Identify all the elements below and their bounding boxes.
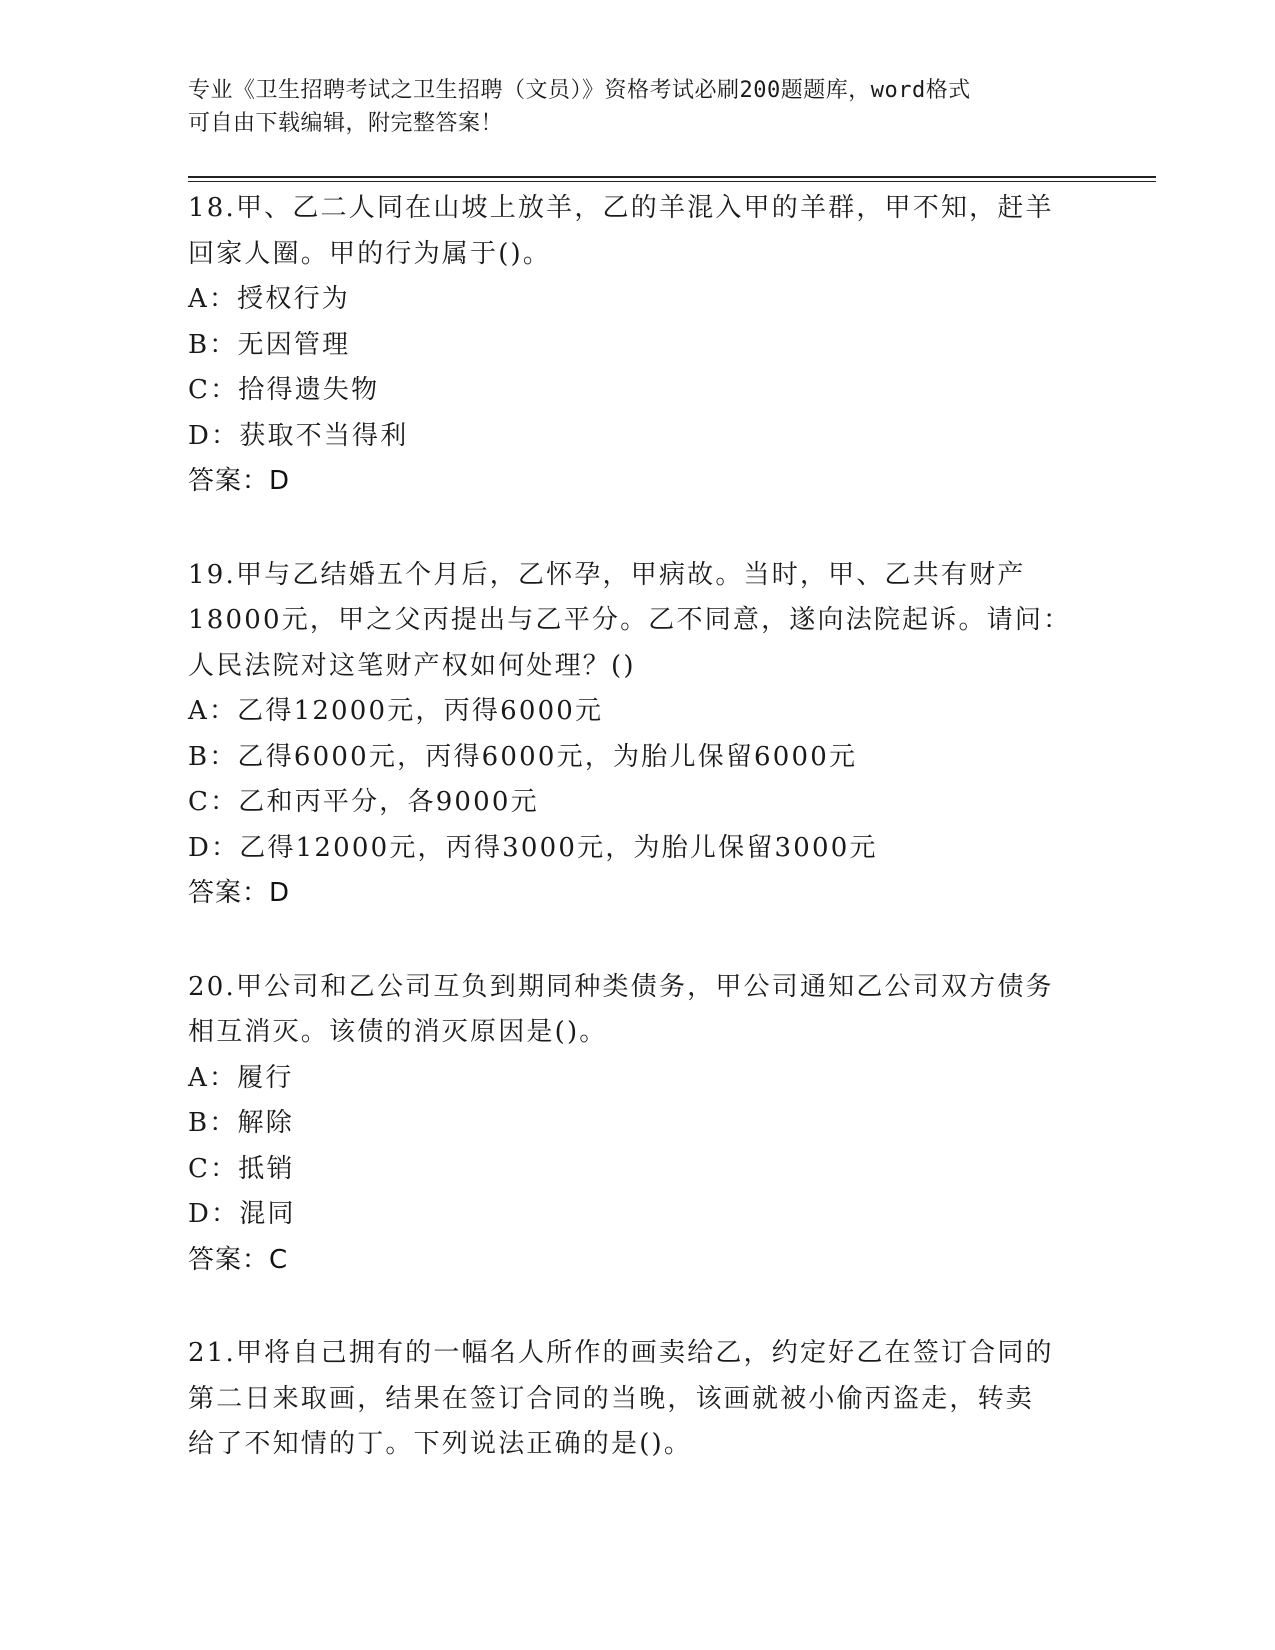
question-text-line: 人民法院对这笔财产权如何处理？() (188, 650, 636, 681)
option-d: D：混同 (188, 1199, 296, 1229)
option-c: C：拾得遗失物 (188, 375, 380, 405)
option-a: A：乙得12000元，丙得6000元 (188, 696, 604, 726)
header-line-1: 专业《卫生招聘考试之卫生招聘（文员）》资格考试必刷200题题库，word格式 (188, 78, 971, 103)
question-19 (188, 553, 1088, 917)
answer-line: 答案：C (188, 1244, 289, 1275)
option-b: B：无因管理 (188, 329, 351, 360)
question-21 (188, 1331, 1088, 1468)
question-spacer (188, 1283, 1088, 1331)
answer-line: 答案：D (188, 466, 291, 496)
question-18 (188, 186, 1088, 505)
header-divider-thick (188, 176, 1156, 178)
question-text-line: 第二日来取画，结果在签订合同的当晚，该画就被小偷丙盗走，转卖 (188, 1383, 1035, 1414)
question-text-line: 回家人圈。甲的行为属于()。 (188, 238, 552, 269)
question-text-line: 18.甲、乙二人同在山坡上放羊，乙的羊混入甲的羊群，甲不知，赶羊 (188, 193, 1054, 223)
header-line-2: 可自由下载编辑，附完整答案！ (188, 111, 504, 136)
option-b: B：乙得6000元，丙得6000元，为胎儿保留6000元 (188, 741, 858, 772)
question-text-line: 21.甲将自己拥有的一幅名人所作的画卖给乙，约定好乙在签订合同的 (188, 1338, 1054, 1368)
question-text-line: 18000元，甲之父丙提出与乙平分。乙不同意，遂向法院起诉。请问： (188, 605, 1072, 635)
header-divider-thin (188, 181, 1156, 182)
question-text-line: 相互消灭。该债的消灭原因是()。 (188, 1017, 608, 1047)
question-spacer (188, 505, 1088, 553)
option-b: B：解除 (188, 1108, 294, 1138)
option-c: C：抵销 (188, 1153, 295, 1184)
answer-line: 答案：D (188, 878, 291, 908)
document-header (188, 74, 1068, 140)
option-d: D：获取不当得利 (188, 420, 409, 451)
question-text-line: 19.甲与乙结婚五个月后，乙怀孕，甲病故。当时，甲、乙共有财产 (188, 559, 1026, 590)
option-a: A：授权行为 (188, 284, 350, 314)
question-text-line: 给了不知情的丁。下列说法正确的是()。 (188, 1429, 693, 1459)
question-spacer (188, 917, 1088, 965)
question-text-line: 20.甲公司和乙公司互负到期同种类债务，甲公司通知乙公司双方债务 (188, 971, 1054, 1002)
option-a: A：履行 (188, 1062, 294, 1093)
question-20 (188, 965, 1088, 1284)
option-d: D：乙得12000元，丙得3000元，为胎儿保留3000元 (188, 832, 878, 863)
option-c: C：乙和丙平分，各9000元 (188, 787, 539, 817)
question-list (188, 186, 1088, 1468)
